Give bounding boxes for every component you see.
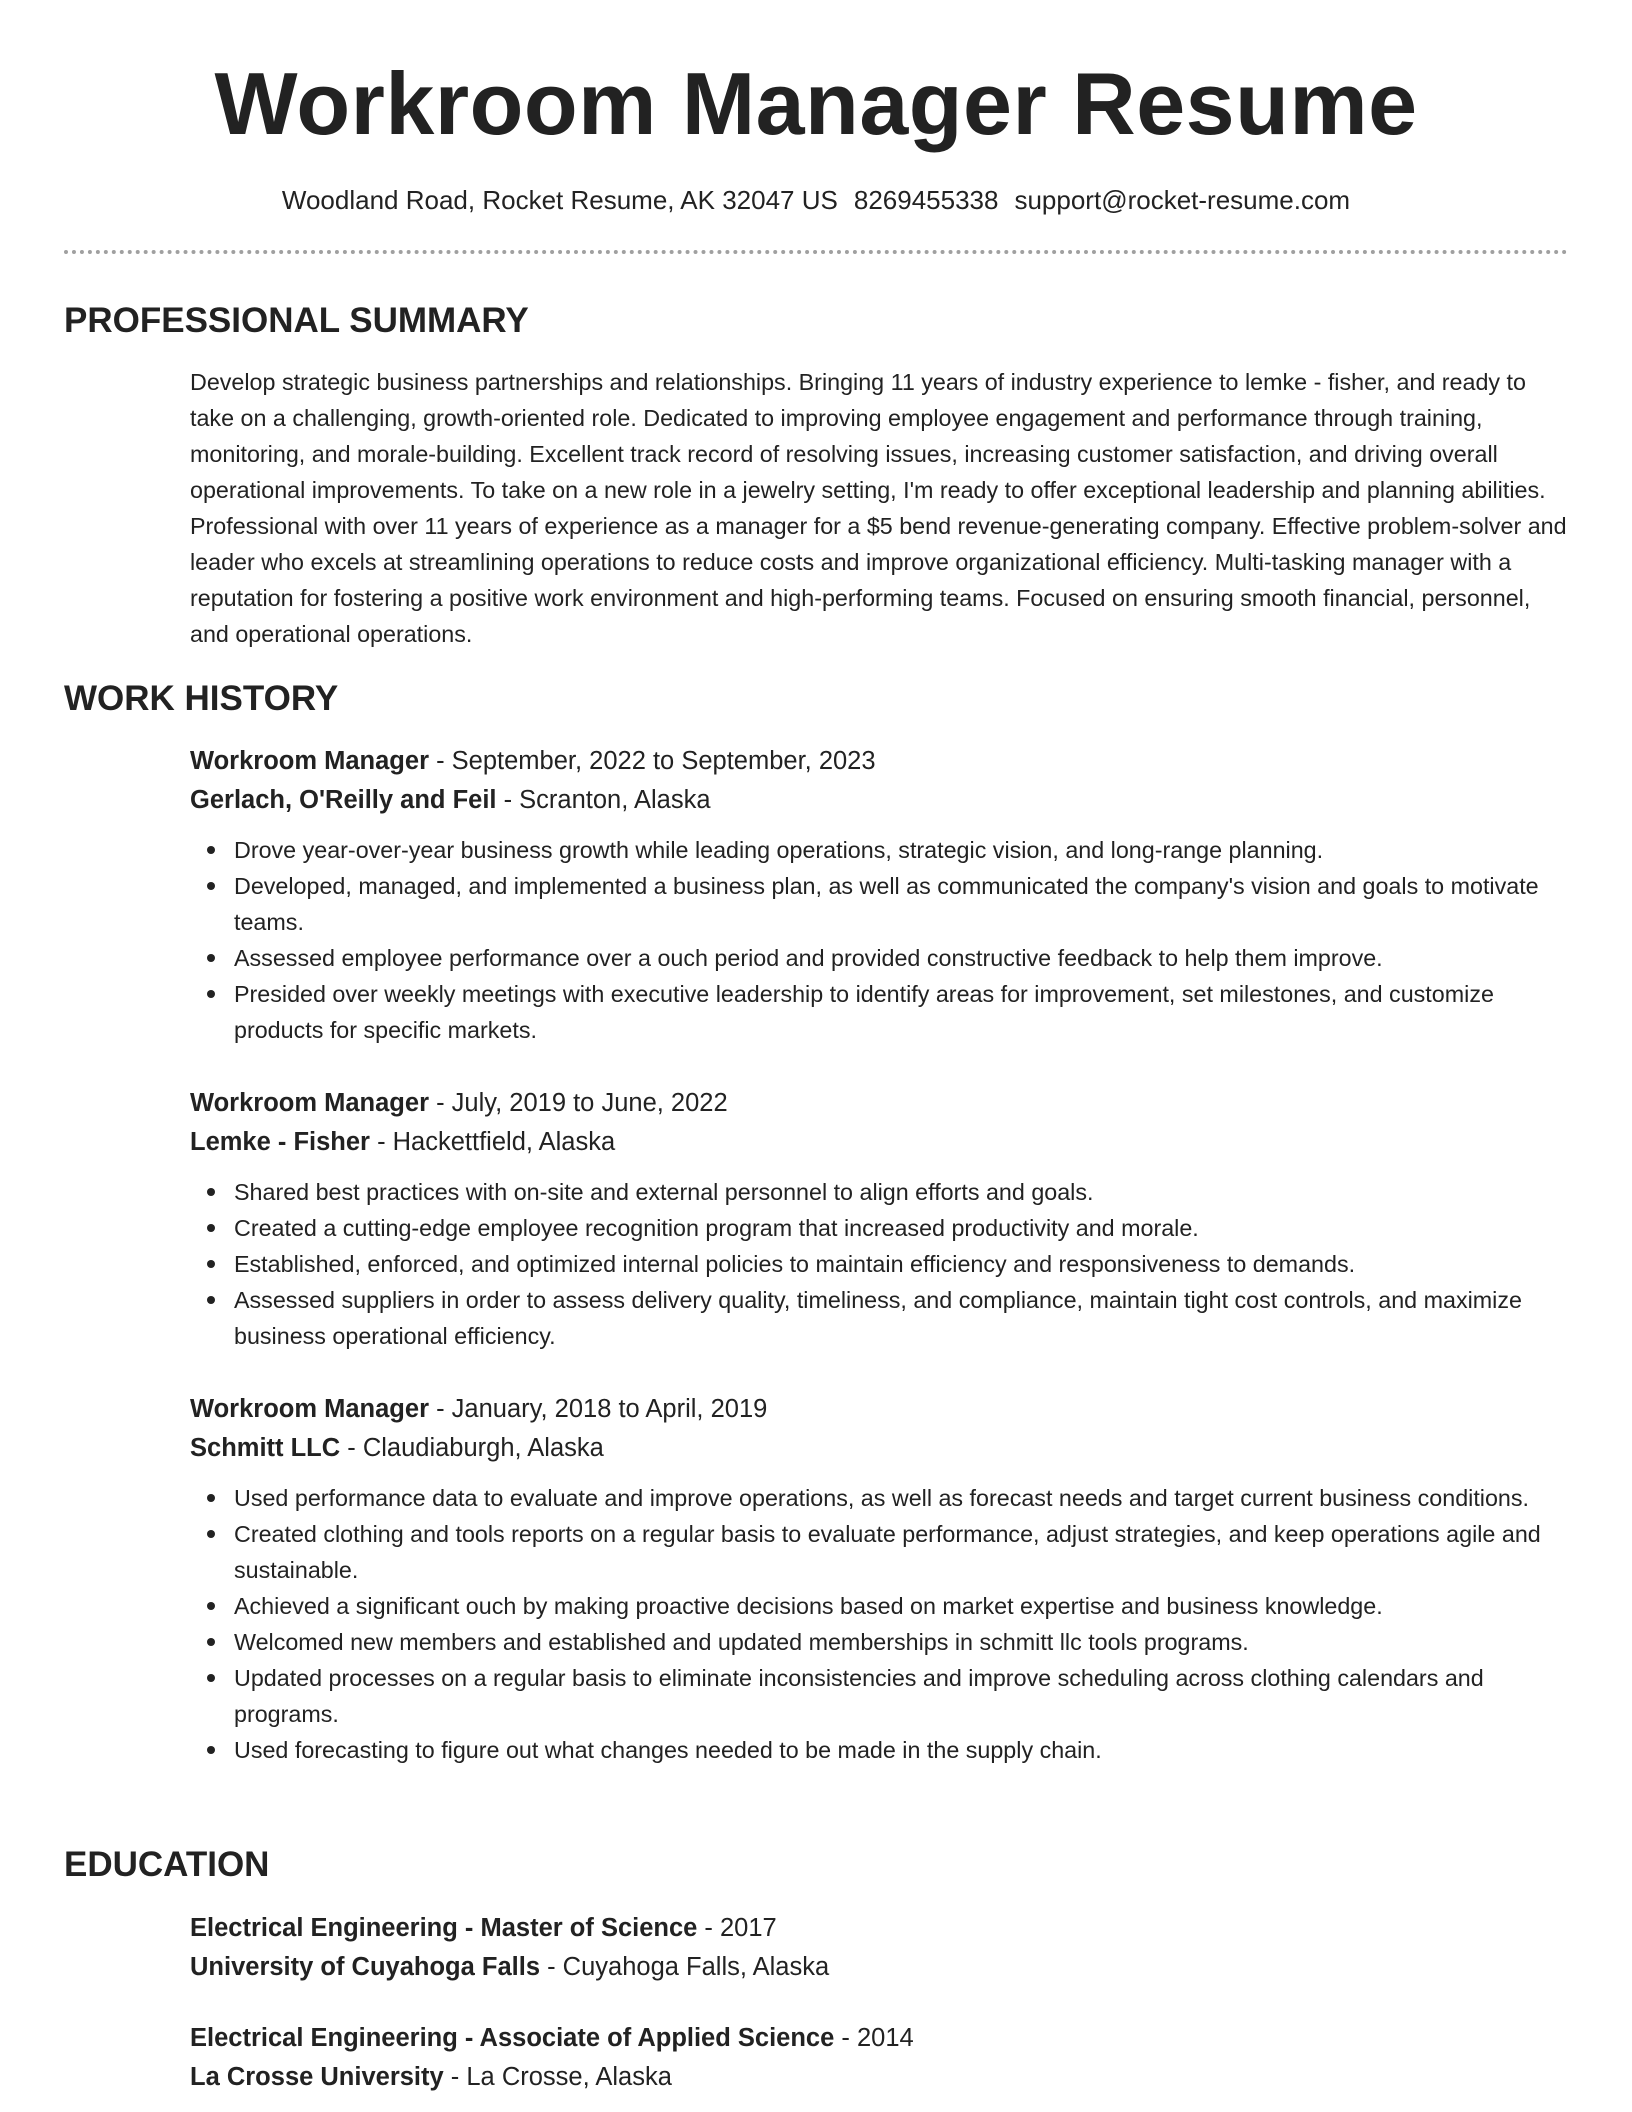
education-degree: Electrical Engineering - Master of Science: [190, 1914, 698, 1942]
job-title: Workroom Manager: [190, 1395, 429, 1423]
section-title-education: EDUCATION: [64, 1845, 270, 1884]
job-title-line: [190, 1390, 1570, 1429]
summary-text: Develop strategic business partnerships and relationships. Bringing 11 years of industry experience to lemke - fisher, and ready to take on a challenging, growth-oriented role. Dedicated to improving employee engagement and performance through training, monitoring, and morale-building. Excellent track record of resolving issues, increasing customer satisfaction, and driving overall operational improvements. To take on a new role in a jewelry setting, I'm ready to offer exceptional leadership and planning abilities. Professional with over 11 years of experience as a manager for a $5 bend revenue-generating company. Effective problem-solver and leader who excels at streamlining operations to reduce costs and improve organizational efficiency. Multi-tasking manager with a reputation for fostering a positive work environment and high-performing teams. Focused on ensuring smooth financial, personnel, and operational operations.: [190, 369, 1567, 647]
job-dates: - September, 2022 to September, 2023: [429, 747, 876, 775]
job-dates: - July, 2019 to June, 2022: [429, 1089, 728, 1117]
job-bullet: Presided over weekly meetings with executive leadership to identify areas for improvement, set milestones, and customize products for specific markets.: [234, 976, 1570, 1048]
job-bullet: Updated processes on a regular basis to eliminate inconsistencies and improve scheduling across clothing calendars and programs.: [234, 1660, 1570, 1732]
job-bullet: Achieved a significant ouch by making proactive decisions based on market expertise and business knowledge.: [234, 1588, 1570, 1624]
education-entry: [190, 2019, 1570, 2097]
education-year: - 2014: [834, 2024, 914, 2052]
education-year: - 2017: [697, 1914, 777, 1942]
job-entry: [190, 1390, 1570, 1768]
education-school-line: [190, 1948, 1570, 1987]
contact-address: Woodland Road, Rocket Resume, AK 32047 US: [281, 185, 838, 215]
education-location: - Cuyahoga Falls, Alaska: [540, 1953, 830, 1981]
job-bullet: Welcomed new members and established and updated memberships in schmitt llc tools programs.: [234, 1624, 1570, 1660]
contact-phone: 8269455338: [853, 185, 999, 215]
job-entry: [190, 1084, 1570, 1354]
job-title-line: [190, 1084, 1570, 1123]
job-bullet: Drove year-over-year business growth while leading operations, strategic vision, and long-range planning.: [234, 832, 1570, 868]
job-bullets: [190, 832, 1570, 1048]
job-company: Gerlach, O'Reilly and Feil: [190, 786, 497, 814]
education-degree-line: [190, 1909, 1570, 1948]
job-company-line: [190, 781, 1570, 820]
job-entry: [190, 742, 1570, 1048]
education-school: La Crosse University: [190, 2063, 444, 2091]
education-entry: [190, 1909, 1570, 1987]
resume-title: Workroom Manager Resume: [214, 54, 1418, 153]
education-school: University of Cuyahoga Falls: [190, 1953, 541, 1981]
job-bullet: Assessed employee performance over a ouch period and provided constructive feedback to help them improve.: [234, 940, 1570, 976]
job-bullet: Created a cutting-edge employee recognition program that increased productivity and morale.: [234, 1210, 1570, 1246]
job-company-line: [190, 1123, 1570, 1162]
contact-line: [0, 182, 1632, 218]
job-company-line: [190, 1429, 1570, 1468]
job-bullet: Used forecasting to figure out what changes needed to be made in the supply chain.: [234, 1732, 1570, 1768]
education-degree: Electrical Engineering - Associate of Applied Science: [190, 2024, 835, 2052]
job-bullet: Assessed suppliers in order to assess delivery quality, timeliness, and compliance, maintain tight cost controls, and maximize business operational efficiency.: [234, 1282, 1570, 1354]
section-title-work-history: WORK HISTORY: [64, 679, 339, 718]
education-location: - La Crosse, Alaska: [443, 2063, 672, 2091]
job-company: Schmitt LLC: [190, 1434, 341, 1462]
education-degree-line: [190, 2019, 1570, 2058]
job-bullet: Established, enforced, and optimized internal policies to maintain efficiency and responsiveness to demands.: [234, 1246, 1570, 1282]
job-location: - Scranton, Alaska: [496, 786, 711, 814]
job-bullet: Shared best practices with on-site and external personnel to align efforts and goals.: [234, 1174, 1570, 1210]
job-title: Workroom Manager: [190, 747, 429, 775]
job-title: Workroom Manager: [190, 1089, 429, 1117]
job-location: - Claudiaburgh, Alaska: [340, 1434, 604, 1462]
job-bullet: Developed, managed, and implemented a business plan, as well as communicated the company's vision and goals to motivate teams.: [234, 868, 1570, 940]
job-company: Lemke - Fisher: [190, 1128, 370, 1156]
job-location: - Hackettfield, Alaska: [369, 1128, 616, 1156]
job-title-line: [190, 742, 1570, 781]
job-dates: - January, 2018 to April, 2019: [429, 1395, 768, 1423]
education-school-line: [190, 2058, 1570, 2097]
job-bullets: [190, 1480, 1570, 1768]
contact-email: support@rocket-resume.com: [1014, 185, 1351, 215]
job-bullets: [190, 1174, 1570, 1354]
header-divider: [64, 250, 1568, 254]
section-title-summary: PROFESSIONAL SUMMARY: [64, 301, 529, 340]
job-bullet: Used performance data to evaluate and improve operations, as well as forecast needs and target current business conditions.: [234, 1480, 1570, 1516]
job-bullet: Created clothing and tools reports on a regular basis to evaluate performance, adjust strategies, and keep operations agile and sustainable.: [234, 1516, 1570, 1588]
